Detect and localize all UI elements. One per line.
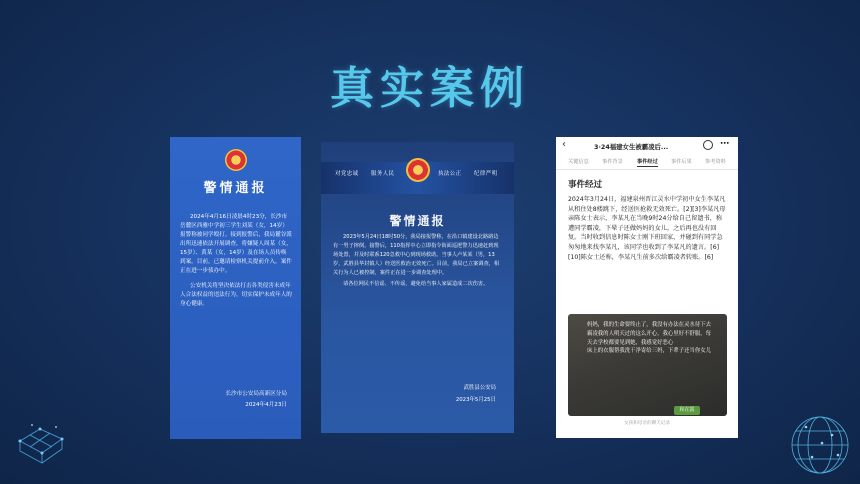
chat-line: 床上的衣服帮我洗干净寄给三妈，下辈子还当你女儿	[587, 348, 711, 355]
notice-2-slogan: 对党忠诚	[335, 171, 359, 177]
tab-references[interactable]: 参考资料	[705, 159, 726, 165]
chat-message	[587, 321, 715, 356]
send-button[interactable]: 和在露	[674, 406, 700, 415]
tab-process[interactable]: 事件经过	[637, 159, 658, 165]
section-title: 事件经过	[568, 180, 603, 190]
notice-1-title: 警情通报	[203, 181, 268, 196]
police-notice-2	[321, 142, 514, 433]
chat-line: 妈妈，我的生命要终止了，我没有办法在灵水待下去霸凌我的人明天过的这么开心，我心里好不舒服，每天去学校都要见到她，我感觉好恶心	[587, 322, 711, 346]
search-icon[interactable]	[703, 140, 713, 150]
tab-key-info[interactable]: 关键信息	[568, 159, 589, 165]
notice-1-paragraph: 2024年4月16日凌晨4时23分，长沙市岳麓区西雅中学初三学生刘某（女，14岁）报警称被同学殴打。接到报警后，我局麓谷派出所迅速依法开展调查，将嫌疑人周某（女，15岁）、黄某（女，14岁）及在场人员传唤到案。目前，已邀请检察机关提前介入。案件正在进一步侦办中。	[180, 214, 292, 274]
police-emblem-icon	[225, 149, 247, 171]
notice-2-slogan: 服务人民	[371, 171, 395, 177]
notice-2-title: 警情通报	[389, 214, 446, 228]
wiki-screenshot	[556, 137, 738, 438]
notice-2-issuer: 武胜县公安局	[463, 385, 496, 391]
notice-2-slogan: 纪律严明	[474, 171, 498, 177]
police-emblem-icon	[406, 158, 430, 182]
notice-2-signature	[456, 382, 496, 406]
notice-2-body	[333, 233, 503, 291]
tech-globe-decoration-icon	[782, 407, 852, 477]
wiki-tabs	[556, 157, 738, 170]
wiki-header-title: 3·24福建女生被霸凌后...	[594, 143, 669, 151]
image-caption: 女孩和母亲的聊天记录	[624, 421, 670, 426]
notice-2-paragraph: 2023年5月24日18时50分，我局接报警称，在沿口镇建设北路路边有一男子摔倒。接警后，110指挥中心立即指令街面巡逻警力迅速赶到现场处置，并及时联系120急救中心到现场救助。当事人卢某某（男，13岁，武胜县华封镇人）经送医救治无效死亡。目前，我局已立案调查，相关行为人已被控制，案件正在进一步调查处理中。	[333, 234, 500, 276]
notice-1-date: 2024年4月23日	[245, 402, 287, 408]
tab-background[interactable]: 事件背景	[602, 159, 623, 165]
notice-1-paragraph: 公安机关将坚决依法打击各类侵害未成年人合法权益的违法行为，切实保护未成年人的身心健康。	[180, 283, 292, 307]
section-body	[568, 195, 728, 262]
section-paragraph: 2024年3月24日，福建泉州晋江灵水中学初中女生李某凡从租住处8楼跳下，经送医抢救无效死亡。[2][3]李某凡母亲陈女士表示，李某凡在当晚9时24分给自己留遗书，称遭同学霸凌，下晕子还做妈妈的女儿，之后再也没有回复。当时收到信息时陈女士刚下班回家，并碰到有同学急匆匆地来找李某凡，该同学也收到了李某凡的遗言。[6][10]陈女士还称，李某凡生前多次给霸凌者转账。[6]	[568, 196, 726, 261]
back-arrow-icon[interactable]: ‹	[562, 139, 566, 150]
tech-cube-decoration-icon	[12, 413, 72, 465]
notice-2-slogan: 执法公正	[438, 171, 462, 177]
police-notice-1	[170, 137, 301, 439]
notice-2-paragraph: 请各位网民不信谣、不传谣，避免给当事人家属造成二次伤害。	[343, 281, 489, 287]
notice-2-date: 2023年5月25日	[455, 397, 496, 403]
wiki-header	[556, 137, 738, 155]
slide-title: 真实案例	[330, 63, 530, 114]
tab-consequence[interactable]: 事件后果	[671, 159, 692, 165]
notice-1-body	[180, 213, 292, 315]
notice-1-signature	[225, 389, 287, 411]
notice-1-issuer: 长沙市公安局高新区分局	[225, 391, 287, 397]
more-icon[interactable]: ⋯	[720, 139, 729, 149]
